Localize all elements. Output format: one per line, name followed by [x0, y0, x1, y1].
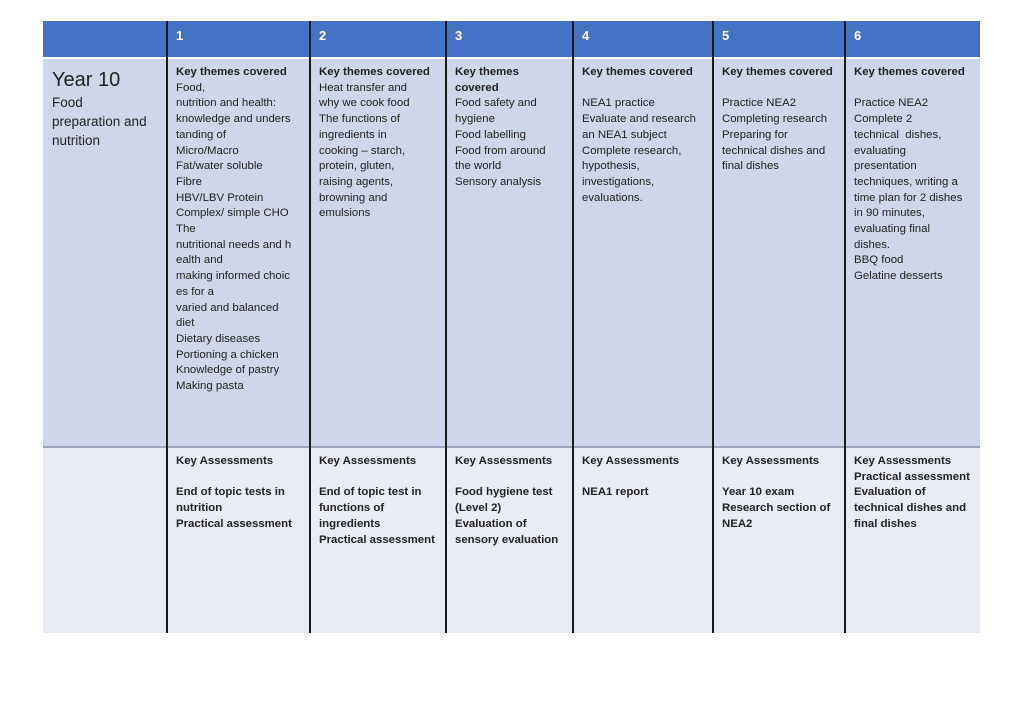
cell-line: in 90 minutes, — [854, 207, 925, 220]
cell-line: evaluating final — [854, 223, 930, 236]
cell-line: browning and — [319, 191, 388, 204]
curriculum-table — [43, 21, 980, 633]
assessments-cell-5 — [713, 448, 845, 633]
cell-line: investigations, — [582, 175, 655, 188]
cell-line: raising agents, — [319, 175, 394, 188]
column-divider — [572, 21, 574, 633]
cell-line: Complex/ simple CHO — [176, 207, 289, 220]
subject-line: preparation and — [52, 114, 147, 129]
themes-cell-2 — [310, 59, 446, 446]
cell-title: Key Assessments — [582, 455, 680, 467]
cell-line — [176, 470, 302, 486]
assessments-cell-6 — [845, 448, 980, 633]
year-subject-cell — [43, 59, 167, 446]
cell-title: Key themes covered — [582, 66, 693, 78]
cell-line: Food from around — [455, 144, 546, 157]
cell-line: sensory evaluation — [455, 533, 559, 546]
cell-line: Food, — [176, 81, 206, 94]
cell-line: Evaluation of — [854, 486, 926, 499]
header-col-6: 6 — [845, 21, 980, 57]
cell-title: Key Assessments — [854, 455, 952, 467]
cell-line: Year 10 exam — [722, 486, 795, 499]
cell-line: Sensory analysis — [455, 175, 542, 188]
cell-line: technical dishes, — [854, 128, 942, 141]
cell-line: HBV/LBV Protein — [176, 191, 264, 204]
cell-line: evaluating — [854, 144, 906, 157]
cell-line: Dietary diseases — [176, 332, 261, 345]
cell-line: why we cook food — [319, 97, 410, 110]
header-corner — [43, 21, 167, 57]
cell-line — [722, 470, 837, 486]
cell-line: dishes. — [854, 238, 891, 251]
themes-cell-6 — [845, 59, 980, 446]
column-divider — [712, 21, 714, 633]
cell-title: Key themes covered — [722, 66, 833, 78]
cell-line: Research section of — [722, 502, 831, 515]
column-divider — [309, 21, 311, 633]
cell-title: Key Assessments — [455, 455, 553, 467]
cell-line: emulsions — [319, 207, 371, 220]
cell-line: Heat transfer and — [319, 81, 408, 94]
header-col-2: 2 — [310, 21, 446, 57]
cell-line: Practice NEA2 — [854, 97, 929, 110]
cell-line: NEA1 report — [582, 486, 649, 499]
column-divider — [445, 21, 447, 633]
column-divider — [166, 21, 168, 633]
cell-line: Food safety and — [455, 97, 537, 110]
cell-line: Practice NEA2 — [722, 97, 797, 110]
cell-line: knowledge and unders — [176, 113, 291, 126]
cell-line: Fibre — [176, 175, 202, 188]
cell-line: ingredients — [319, 517, 381, 530]
cell-title: Key themes covered — [319, 66, 430, 78]
themes-cell-5 — [713, 59, 845, 446]
cell-line — [582, 81, 705, 97]
cell-line: NEA1 practice — [582, 97, 655, 110]
cell-line: the world — [455, 160, 502, 173]
cell-line: cooking – starch, — [319, 144, 406, 157]
cell-line: (Level 2) — [455, 502, 502, 515]
row-divider — [43, 57, 980, 59]
assessments-cell-4 — [573, 448, 713, 633]
cell-title: Key themes covered — [854, 66, 965, 78]
cell-line — [582, 470, 705, 486]
assessment-label-cell — [43, 448, 167, 633]
cell-line: End of topic test in — [319, 486, 422, 499]
cell-line: ealth and — [176, 254, 223, 267]
cell-line: nutrition and health: — [176, 97, 277, 110]
themes-cell-1 — [167, 59, 310, 446]
cell-line: protein, gluten, — [319, 160, 395, 173]
cell-line — [319, 470, 438, 486]
cell-line — [854, 81, 972, 97]
cell-line: making informed choic — [176, 270, 290, 283]
assessments-cell-2 — [310, 448, 446, 633]
cell-line: nutrition — [176, 502, 223, 515]
column-divider — [844, 21, 846, 633]
cell-line: Completing research — [722, 113, 828, 126]
cell-line: tanding of — [176, 128, 227, 141]
cell-line: an NEA1 subject — [582, 128, 667, 141]
cell-line: Preparing for — [722, 128, 788, 141]
cell-line: The — [176, 223, 196, 236]
cell-line: time plan for 2 dishes — [854, 191, 963, 204]
cell-line: Complete 2 — [854, 113, 913, 126]
cell-line: Practical assessment — [176, 517, 292, 530]
cell-line: ingredients in — [319, 128, 387, 141]
cell-line: End of topic tests in — [176, 486, 285, 499]
cell-line: nutritional needs and h — [176, 238, 292, 251]
cell-line: technical dishes and — [722, 144, 826, 157]
cell-line: Micro/Macro — [176, 144, 239, 157]
cell-line: Gelatine desserts — [854, 270, 943, 283]
cell-line: functions of — [319, 502, 385, 515]
cell-line: final dishes — [854, 517, 917, 530]
assessments-cell-1 — [167, 448, 310, 633]
header-col-3: 3 — [446, 21, 573, 57]
cell-line: evaluations. — [582, 191, 643, 204]
cell-line — [455, 470, 565, 486]
cell-line: The functions of — [319, 113, 401, 126]
cell-line: Fat/water soluble — [176, 160, 263, 173]
cell-title: Key Assessments — [176, 455, 274, 467]
cell-title: Key themes covered — [455, 66, 519, 94]
cell-line — [722, 81, 837, 97]
cell-line: Food hygiene test — [455, 486, 553, 499]
cell-title: Key Assessments — [722, 455, 820, 467]
header-col-1: 1 — [167, 21, 310, 57]
cell-line: NEA2 — [722, 517, 753, 530]
subject-line: nutrition — [52, 133, 101, 148]
header-col-4: 4 — [573, 21, 713, 57]
cell-line: hypothesis, — [582, 160, 640, 173]
cell-title: Key themes covered — [176, 66, 287, 78]
themes-cell-4 — [573, 59, 713, 446]
cell-line: Practical assessment — [319, 533, 435, 546]
cell-line: Practical assessment — [854, 470, 970, 483]
cell-line: Evaluate and research — [582, 113, 696, 126]
cell-line: Portioning a chicken — [176, 348, 279, 361]
themes-cell-3 — [446, 59, 573, 446]
year-label: Year 10 — [52, 69, 121, 91]
cell-line: hygiene — [455, 113, 495, 126]
cell-line: Food labelling — [455, 128, 526, 141]
cell-title: Key Assessments — [319, 455, 417, 467]
cell-line: Evaluation of — [455, 517, 527, 530]
cell-line: presentation — [854, 160, 917, 173]
cell-line: techniques, writing a — [854, 175, 958, 188]
cell-line: es for a — [176, 285, 214, 298]
header-col-5: 5 — [713, 21, 845, 57]
subject-line: Food — [52, 95, 83, 110]
cell-line: Making pasta — [176, 380, 244, 393]
assessments-cell-3 — [446, 448, 573, 633]
row-divider — [43, 446, 980, 448]
cell-line: Knowledge of pastry — [176, 364, 280, 377]
cell-line: diet — [176, 317, 195, 330]
cell-line: Complete research, — [582, 144, 682, 157]
cell-line: final dishes — [722, 160, 779, 173]
cell-line: BBQ food — [854, 254, 904, 267]
cell-line: technical dishes and — [854, 502, 967, 515]
cell-line: varied and balanced — [176, 301, 279, 314]
